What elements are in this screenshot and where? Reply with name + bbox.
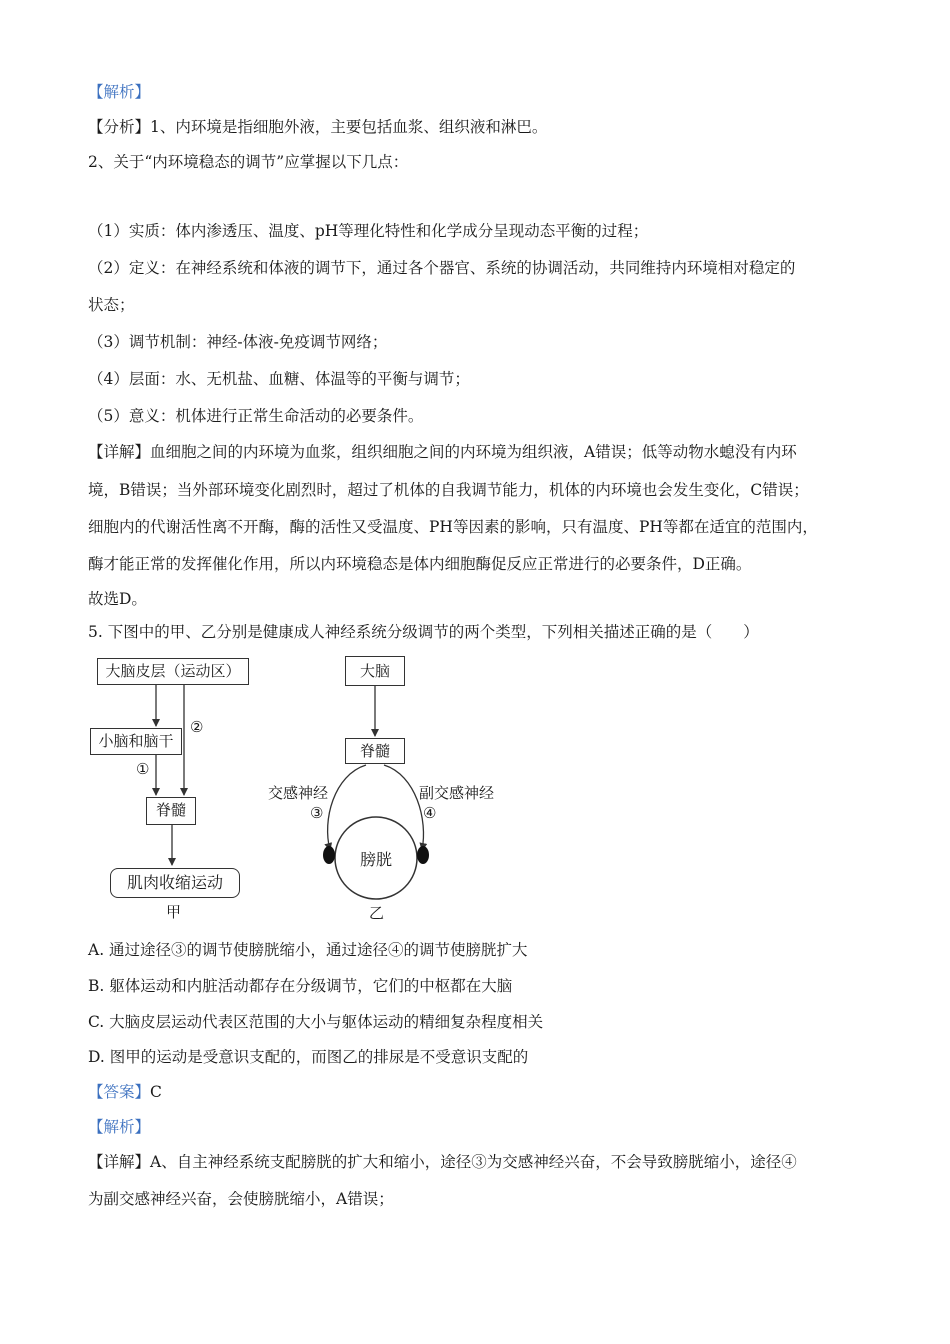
nervous-regulation-diagram bbox=[88, 650, 528, 930]
analysis-tag: 【解析】 bbox=[88, 83, 151, 101]
answer-tag: 【答案】 bbox=[88, 1083, 151, 1101]
option-a: A. 通过途径③的调节使膀胱缩小，通过途径④的调节使膀胱扩大 bbox=[88, 941, 528, 959]
answer-value: C bbox=[150, 1083, 162, 1101]
item-2: （2）定义：在神经系统和体液的调节下，通过各个器官、系统的协调活动，共同维持内环境相对稳定的 bbox=[88, 259, 796, 277]
question-stem: 5. 下图中的甲、乙分别是健康成人神经系统分级调节的两个类型，下列相关描述正确的是（ ） bbox=[88, 623, 759, 641]
parasympathetic-label: 副交感神经 bbox=[419, 784, 495, 802]
item-3: （3）调节机制：神经-体液-免疫调节网络； bbox=[88, 333, 388, 351]
sympathetic-effector-dot bbox=[323, 846, 335, 864]
item-1: （1）实质：体内渗透压、温度、pH等理化特性和化学成分呈现动态平衡的过程； bbox=[88, 222, 649, 240]
xiangjie-line-1 bbox=[88, 442, 797, 462]
question-analysis-tag: 【解析】 bbox=[88, 1118, 151, 1136]
brain-box: 大脑 bbox=[345, 656, 405, 686]
path-1-label: ① bbox=[136, 760, 150, 778]
option-b: B. 躯体运动和内脏活动都存在分级调节，它们的中枢都在大脑 bbox=[88, 977, 513, 995]
xiangjie-line-3: 细胞内的代谢活性离不开酶，酶的活性又受温度、PH等因素的影响，只有温度、PH等都在适宜的范围内， bbox=[88, 518, 818, 536]
parasympathetic-effector-dot bbox=[417, 846, 429, 864]
option-c: C. 大脑皮层运动代表区范围的大小与躯体运动的精细复杂程度相关 bbox=[88, 1013, 544, 1031]
question-xiangjie-text-1: A、自主神经系统支配膀胱的扩大和缩小，途径③为交感神经兴奋，不会导致膀胱缩小，途径④ bbox=[150, 1153, 797, 1171]
path-2-label: ② bbox=[190, 718, 204, 736]
item-5: （5）意义：机体进行正常生命活动的必要条件。 bbox=[88, 407, 424, 425]
xiangjie-text-1: 血细胞之间的内环境为血浆，组织细胞之间的内环境为组织液，A错误；低等动物水螅没有内环 bbox=[150, 443, 797, 461]
question-xiangjie-line-2: 为副交感神经兴奋，会使膀胱缩小，A错误； bbox=[88, 1190, 394, 1208]
caption-yi: 乙 bbox=[369, 904, 385, 922]
caption-jia: 甲 bbox=[166, 903, 182, 921]
cerebellum-box: 小脑和脑干 bbox=[90, 728, 182, 755]
fenxi-line bbox=[88, 117, 547, 137]
fenxi-tag: 【分析】 bbox=[88, 118, 151, 136]
item-2-cont: 状态； bbox=[88, 296, 135, 314]
question-xiangjie-line-1 bbox=[88, 1152, 797, 1172]
item-4: （4）层面：水、无机盐、血糖、体温等的平衡与调节； bbox=[88, 370, 470, 388]
path-3-label: ③ bbox=[310, 804, 324, 822]
fenxi-text: 1、内环境是指细胞外液，主要包括血浆、组织液和淋巴。 bbox=[150, 118, 548, 136]
xiangjie-tag: 【详解】 bbox=[88, 443, 151, 461]
spinal-box-jia: 脊髓 bbox=[146, 797, 196, 825]
question-xiangjie-tag: 【详解】 bbox=[88, 1153, 151, 1171]
cortex-box: 大脑皮层（运动区） bbox=[97, 658, 249, 685]
bladder-label: 膀胱 bbox=[360, 850, 393, 869]
xiangjie-line-4: 酶才能正常的发挥催化作用，所以内环境稳态是体内细胞酶促反应正常进行的必要条件，D正确。 bbox=[88, 555, 752, 573]
sympathetic-label: 交感神经 bbox=[268, 784, 329, 802]
path-4-label: ④ bbox=[423, 804, 437, 822]
option-d: D. 图甲的运动是受意识支配的，而图乙的排尿是不受意识支配的 bbox=[88, 1048, 529, 1066]
point-2: 2、关于“内环境稳态的调节”应掌握以下几点： bbox=[88, 153, 409, 171]
conclusion: 故选D。 bbox=[88, 590, 147, 608]
answer-line bbox=[88, 1082, 162, 1102]
spinal-box-yi: 脊髓 bbox=[345, 738, 405, 764]
xiangjie-line-2: 境，B错误；当外部环境变化剧烈时，超过了机体的自我调节能力，机体的内环境也会发生变化，C错误； bbox=[88, 481, 809, 499]
muscle-box: 肌肉收缩运动 bbox=[110, 868, 240, 898]
